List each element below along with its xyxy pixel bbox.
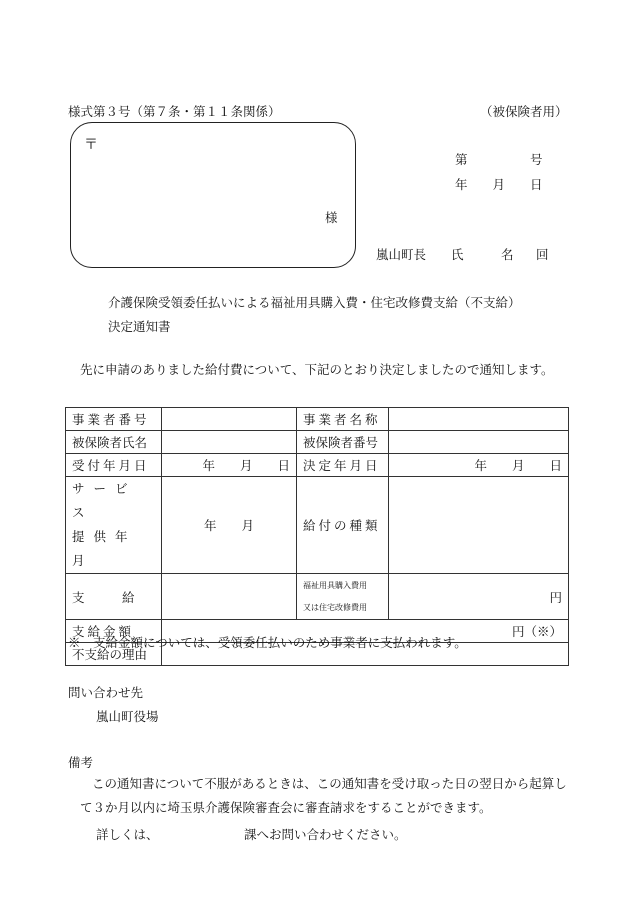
- benefit-type-label: 給付の種類: [297, 477, 389, 574]
- honorific: 様: [325, 210, 338, 225]
- payment-blank: [162, 574, 297, 620]
- provider-name-label: 事業者名称: [297, 408, 389, 431]
- amount-value: 円（※）: [162, 620, 569, 643]
- decision-date-label: 決定年月日: [297, 454, 389, 477]
- intro-paragraph: 先に申請のありました給付費について、下記のとおり決定しましたので通知します。: [80, 362, 554, 377]
- title-line2: 決定通知書: [108, 319, 171, 334]
- service-period-label: [66, 477, 162, 574]
- form-number: 様式第３号（第７条・第１１条関係）: [68, 104, 281, 119]
- contact-office: 嵐山町役場: [96, 709, 159, 724]
- insured-name-value: [162, 431, 297, 454]
- provider-no-value: [162, 408, 297, 431]
- payment-type-line1: 福祉用具購入費用: [303, 580, 367, 590]
- service-label-line2: 提供年月: [72, 529, 137, 568]
- remarks-label: 備考: [68, 755, 94, 770]
- remarks-detail-prefix: 詳しくは、: [96, 827, 159, 842]
- table-row: [66, 574, 569, 620]
- payment-note: ※ 支給金額については、受領委任払いのため事業者に支払われます。: [68, 635, 467, 650]
- decision-date-value: 年 月 日: [389, 454, 569, 477]
- issue-date: 年 月 日: [455, 177, 543, 192]
- remarks-text: この通知書について不服があるときは、この通知書を受け取った日の翌日から起算して３か月以内に埼玉県介護保険審査会に審査請求をすることができます。: [80, 776, 567, 815]
- seal-mark: 回: [536, 247, 549, 262]
- benefit-type-value: [389, 477, 569, 574]
- table-row: [66, 454, 569, 477]
- postal-mark: 〒: [84, 137, 98, 153]
- remarks-detail-suffix: 課へお問い合わせください。: [244, 827, 407, 842]
- document-number: 第 号: [455, 152, 543, 167]
- issuer-name: 嵐山町長 氏 名: [376, 247, 514, 262]
- table-row: [66, 408, 569, 431]
- insured-name-label: 被保険者氏名: [66, 431, 162, 454]
- insured-no-value: [389, 431, 569, 454]
- table-row: [66, 431, 569, 454]
- title-line1: 介護保険受領委任払いによる福祉用具購入費・住宅改修費支給（不支給）: [108, 295, 521, 310]
- address-box: [70, 122, 356, 268]
- amount-label: 支給金額: [66, 620, 162, 643]
- service-period-value: 年 月: [162, 477, 297, 574]
- payment-yen: 円: [389, 574, 569, 620]
- payment-label: 支 給: [66, 574, 162, 620]
- table-row: [66, 477, 569, 574]
- received-date-label: 受付年月日: [66, 454, 162, 477]
- non-payment-reason-label: 不支給の理由: [66, 643, 162, 666]
- provider-no-label: 事業者番号: [66, 408, 162, 431]
- insured-no-label: 被保険者番号: [297, 431, 389, 454]
- recipient-type: （被保険者用）: [480, 104, 568, 119]
- contact-label: 問い合わせ先: [68, 685, 144, 700]
- provider-name-value: [389, 408, 569, 431]
- service-label-line1: サービス: [72, 481, 137, 520]
- received-date-value: 年 月 日: [162, 454, 297, 477]
- decision-table: [65, 407, 569, 666]
- payment-type: [297, 574, 389, 620]
- payment-type-line2: 又は住宅改修費用: [303, 602, 367, 612]
